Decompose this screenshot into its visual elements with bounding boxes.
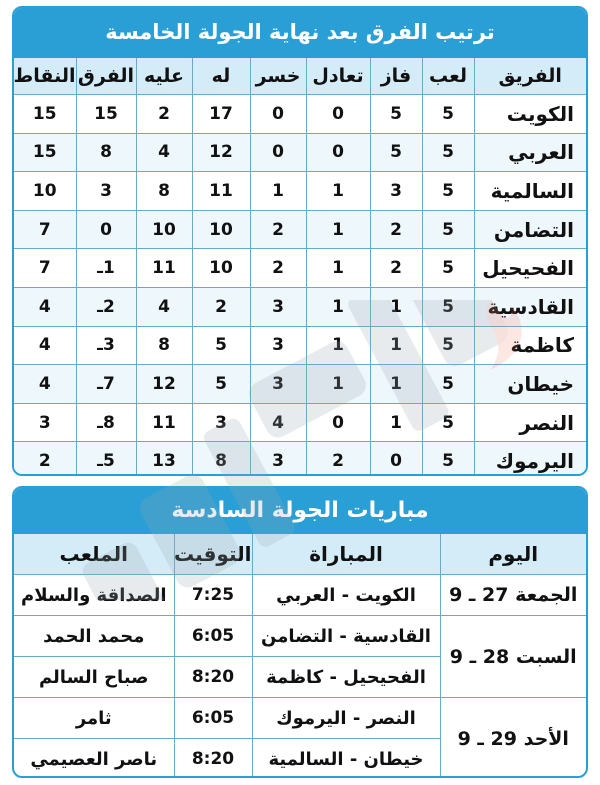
cell-drawn: 1: [306, 365, 370, 404]
cell-drawn: 0: [306, 403, 370, 442]
cell-lost: 2: [250, 210, 306, 249]
cell-won: 3: [370, 172, 422, 211]
cell-against: 2: [136, 95, 192, 134]
cell-lost: 3: [250, 287, 306, 326]
cell-played: 5: [422, 95, 474, 134]
cell-drawn: 1: [306, 172, 370, 211]
match-cell: خيطان - السالمية: [252, 739, 440, 779]
standings-panel: [12, 6, 588, 476]
match-cell: الفحيحيل - كاظمة: [252, 657, 440, 698]
standings-row: [14, 442, 586, 476]
cell-won: 1: [370, 403, 422, 442]
standings-table: [14, 58, 586, 476]
match-cell: القادسية - التضامن: [252, 616, 440, 657]
cell-won: 0: [370, 442, 422, 476]
header-won: فاز: [370, 58, 422, 95]
cell-played: 5: [422, 365, 474, 404]
cell-diff: 1ـ: [76, 249, 136, 288]
time-cell: 6:05: [174, 698, 252, 739]
cell-lost: 3: [250, 442, 306, 476]
cell-lost: 3: [250, 326, 306, 365]
cell-diff: 3ـ: [76, 326, 136, 365]
venue-cell: ثامر: [14, 698, 174, 739]
standings-row: [14, 287, 586, 326]
standings-title: ترتيب الفرق بعد نهاية الجولة الخامسة: [14, 8, 586, 58]
cell-diff: 15: [76, 95, 136, 134]
time-cell: 8:20: [174, 739, 252, 779]
cell-drawn: 1: [306, 210, 370, 249]
cell-team: خيطان: [474, 365, 586, 404]
standings-row: [14, 365, 586, 404]
standings-row: [14, 172, 586, 211]
cell-for: 17: [192, 95, 250, 134]
time-cell: 8:20: [174, 657, 252, 698]
cell-played: 5: [422, 442, 474, 476]
cell-for: 5: [192, 326, 250, 365]
cell-team: الفحيحيل: [474, 249, 586, 288]
cell-lost: 2: [250, 249, 306, 288]
cell-against: 11: [136, 249, 192, 288]
cell-lost: 4: [250, 403, 306, 442]
day-cell: الجمعة 27 ـ 9: [440, 575, 586, 616]
schedule-panel: [12, 486, 588, 778]
header-for: له: [192, 58, 250, 95]
cell-for: 10: [192, 249, 250, 288]
standings-row: [14, 326, 586, 365]
cell-played: 5: [422, 249, 474, 288]
cell-for: 5: [192, 365, 250, 404]
cell-team: العربي: [474, 133, 586, 172]
cell-team: كاظمة: [474, 326, 586, 365]
cell-against: 8: [136, 326, 192, 365]
header-points: النقاط: [14, 58, 76, 95]
cell-points: 15: [14, 95, 76, 134]
header-played: لعب: [422, 58, 474, 95]
cell-won: 5: [370, 95, 422, 134]
match-cell: النصر - اليرموك: [252, 698, 440, 739]
cell-won: 1: [370, 326, 422, 365]
cell-lost: 0: [250, 133, 306, 172]
header-against: عليه: [136, 58, 192, 95]
cell-team: التضامن: [474, 210, 586, 249]
cell-won: 5: [370, 133, 422, 172]
standings-row: [14, 95, 586, 134]
day-cell: الأحد 29 ـ 9: [440, 698, 586, 779]
cell-points: 3: [14, 403, 76, 442]
cell-drawn: 2: [306, 442, 370, 476]
cell-lost: 0: [250, 95, 306, 134]
time-cell: 7:25: [174, 575, 252, 616]
schedule-table: [14, 534, 586, 778]
cell-won: 2: [370, 210, 422, 249]
header-time: التوقيت: [174, 534, 252, 575]
cell-won: 1: [370, 365, 422, 404]
cell-against: 13: [136, 442, 192, 476]
cell-for: 2: [192, 287, 250, 326]
match-cell: الكويت - العربي: [252, 575, 440, 616]
header-diff: الفرق: [76, 58, 136, 95]
cell-diff: 0: [76, 210, 136, 249]
cell-lost: 1: [250, 172, 306, 211]
cell-drawn: 0: [306, 133, 370, 172]
cell-played: 5: [422, 403, 474, 442]
standings-row: [14, 210, 586, 249]
standings-header-row: [14, 58, 586, 95]
cell-against: 11: [136, 403, 192, 442]
cell-won: 2: [370, 249, 422, 288]
cell-drawn: 0: [306, 95, 370, 134]
cell-points: 15: [14, 133, 76, 172]
cell-points: 7: [14, 210, 76, 249]
header-drawn: تعادل: [306, 58, 370, 95]
cell-played: 5: [422, 133, 474, 172]
cell-played: 5: [422, 172, 474, 211]
cell-diff: 3: [76, 172, 136, 211]
schedule-header-row: [14, 534, 586, 575]
cell-drawn: 1: [306, 326, 370, 365]
cell-points: 2: [14, 442, 76, 476]
header-match: المباراة: [252, 534, 440, 575]
time-cell: 6:05: [174, 616, 252, 657]
cell-diff: 8ـ: [76, 403, 136, 442]
cell-against: 8: [136, 172, 192, 211]
cell-for: 10: [192, 210, 250, 249]
schedule-row: [14, 575, 586, 616]
schedule-title: مباريات الجولة السادسة: [14, 488, 586, 534]
cell-lost: 3: [250, 365, 306, 404]
header-lost: خسر: [250, 58, 306, 95]
cell-for: 12: [192, 133, 250, 172]
cell-against: 10: [136, 210, 192, 249]
cell-against: 4: [136, 133, 192, 172]
standings-row: [14, 403, 586, 442]
header-venue: الملعب: [14, 534, 174, 575]
cell-played: 5: [422, 287, 474, 326]
schedule-row: [14, 698, 586, 739]
venue-cell: ناصر العصيمي: [14, 739, 174, 779]
cell-diff: 7ـ: [76, 365, 136, 404]
schedule-row: [14, 616, 586, 657]
cell-team: الكويت: [474, 95, 586, 134]
cell-for: 8: [192, 442, 250, 476]
venue-cell: الصداقة والسلام: [14, 575, 174, 616]
cell-team: النصر: [474, 403, 586, 442]
cell-for: 3: [192, 403, 250, 442]
cell-points: 4: [14, 287, 76, 326]
cell-drawn: 1: [306, 287, 370, 326]
day-cell: السبت 28 ـ 9: [440, 616, 586, 698]
cell-played: 5: [422, 210, 474, 249]
cell-against: 12: [136, 365, 192, 404]
cell-for: 11: [192, 172, 250, 211]
cell-points: 4: [14, 365, 76, 404]
standings-row: [14, 249, 586, 288]
cell-diff: 2ـ: [76, 287, 136, 326]
cell-team: اليرموك: [474, 442, 586, 476]
cell-points: 10: [14, 172, 76, 211]
cell-played: 5: [422, 326, 474, 365]
cell-diff: 8: [76, 133, 136, 172]
cell-diff: 5ـ: [76, 442, 136, 476]
cell-won: 1: [370, 287, 422, 326]
venue-cell: صباح السالم: [14, 657, 174, 698]
header-day: اليوم: [440, 534, 586, 575]
cell-team: القادسية: [474, 287, 586, 326]
cell-points: 4: [14, 326, 76, 365]
standings-row: [14, 133, 586, 172]
cell-drawn: 1: [306, 249, 370, 288]
header-team: الفريق: [474, 58, 586, 95]
venue-cell: محمد الحمد: [14, 616, 174, 657]
cell-team: السالمية: [474, 172, 586, 211]
cell-points: 7: [14, 249, 76, 288]
cell-against: 4: [136, 287, 192, 326]
